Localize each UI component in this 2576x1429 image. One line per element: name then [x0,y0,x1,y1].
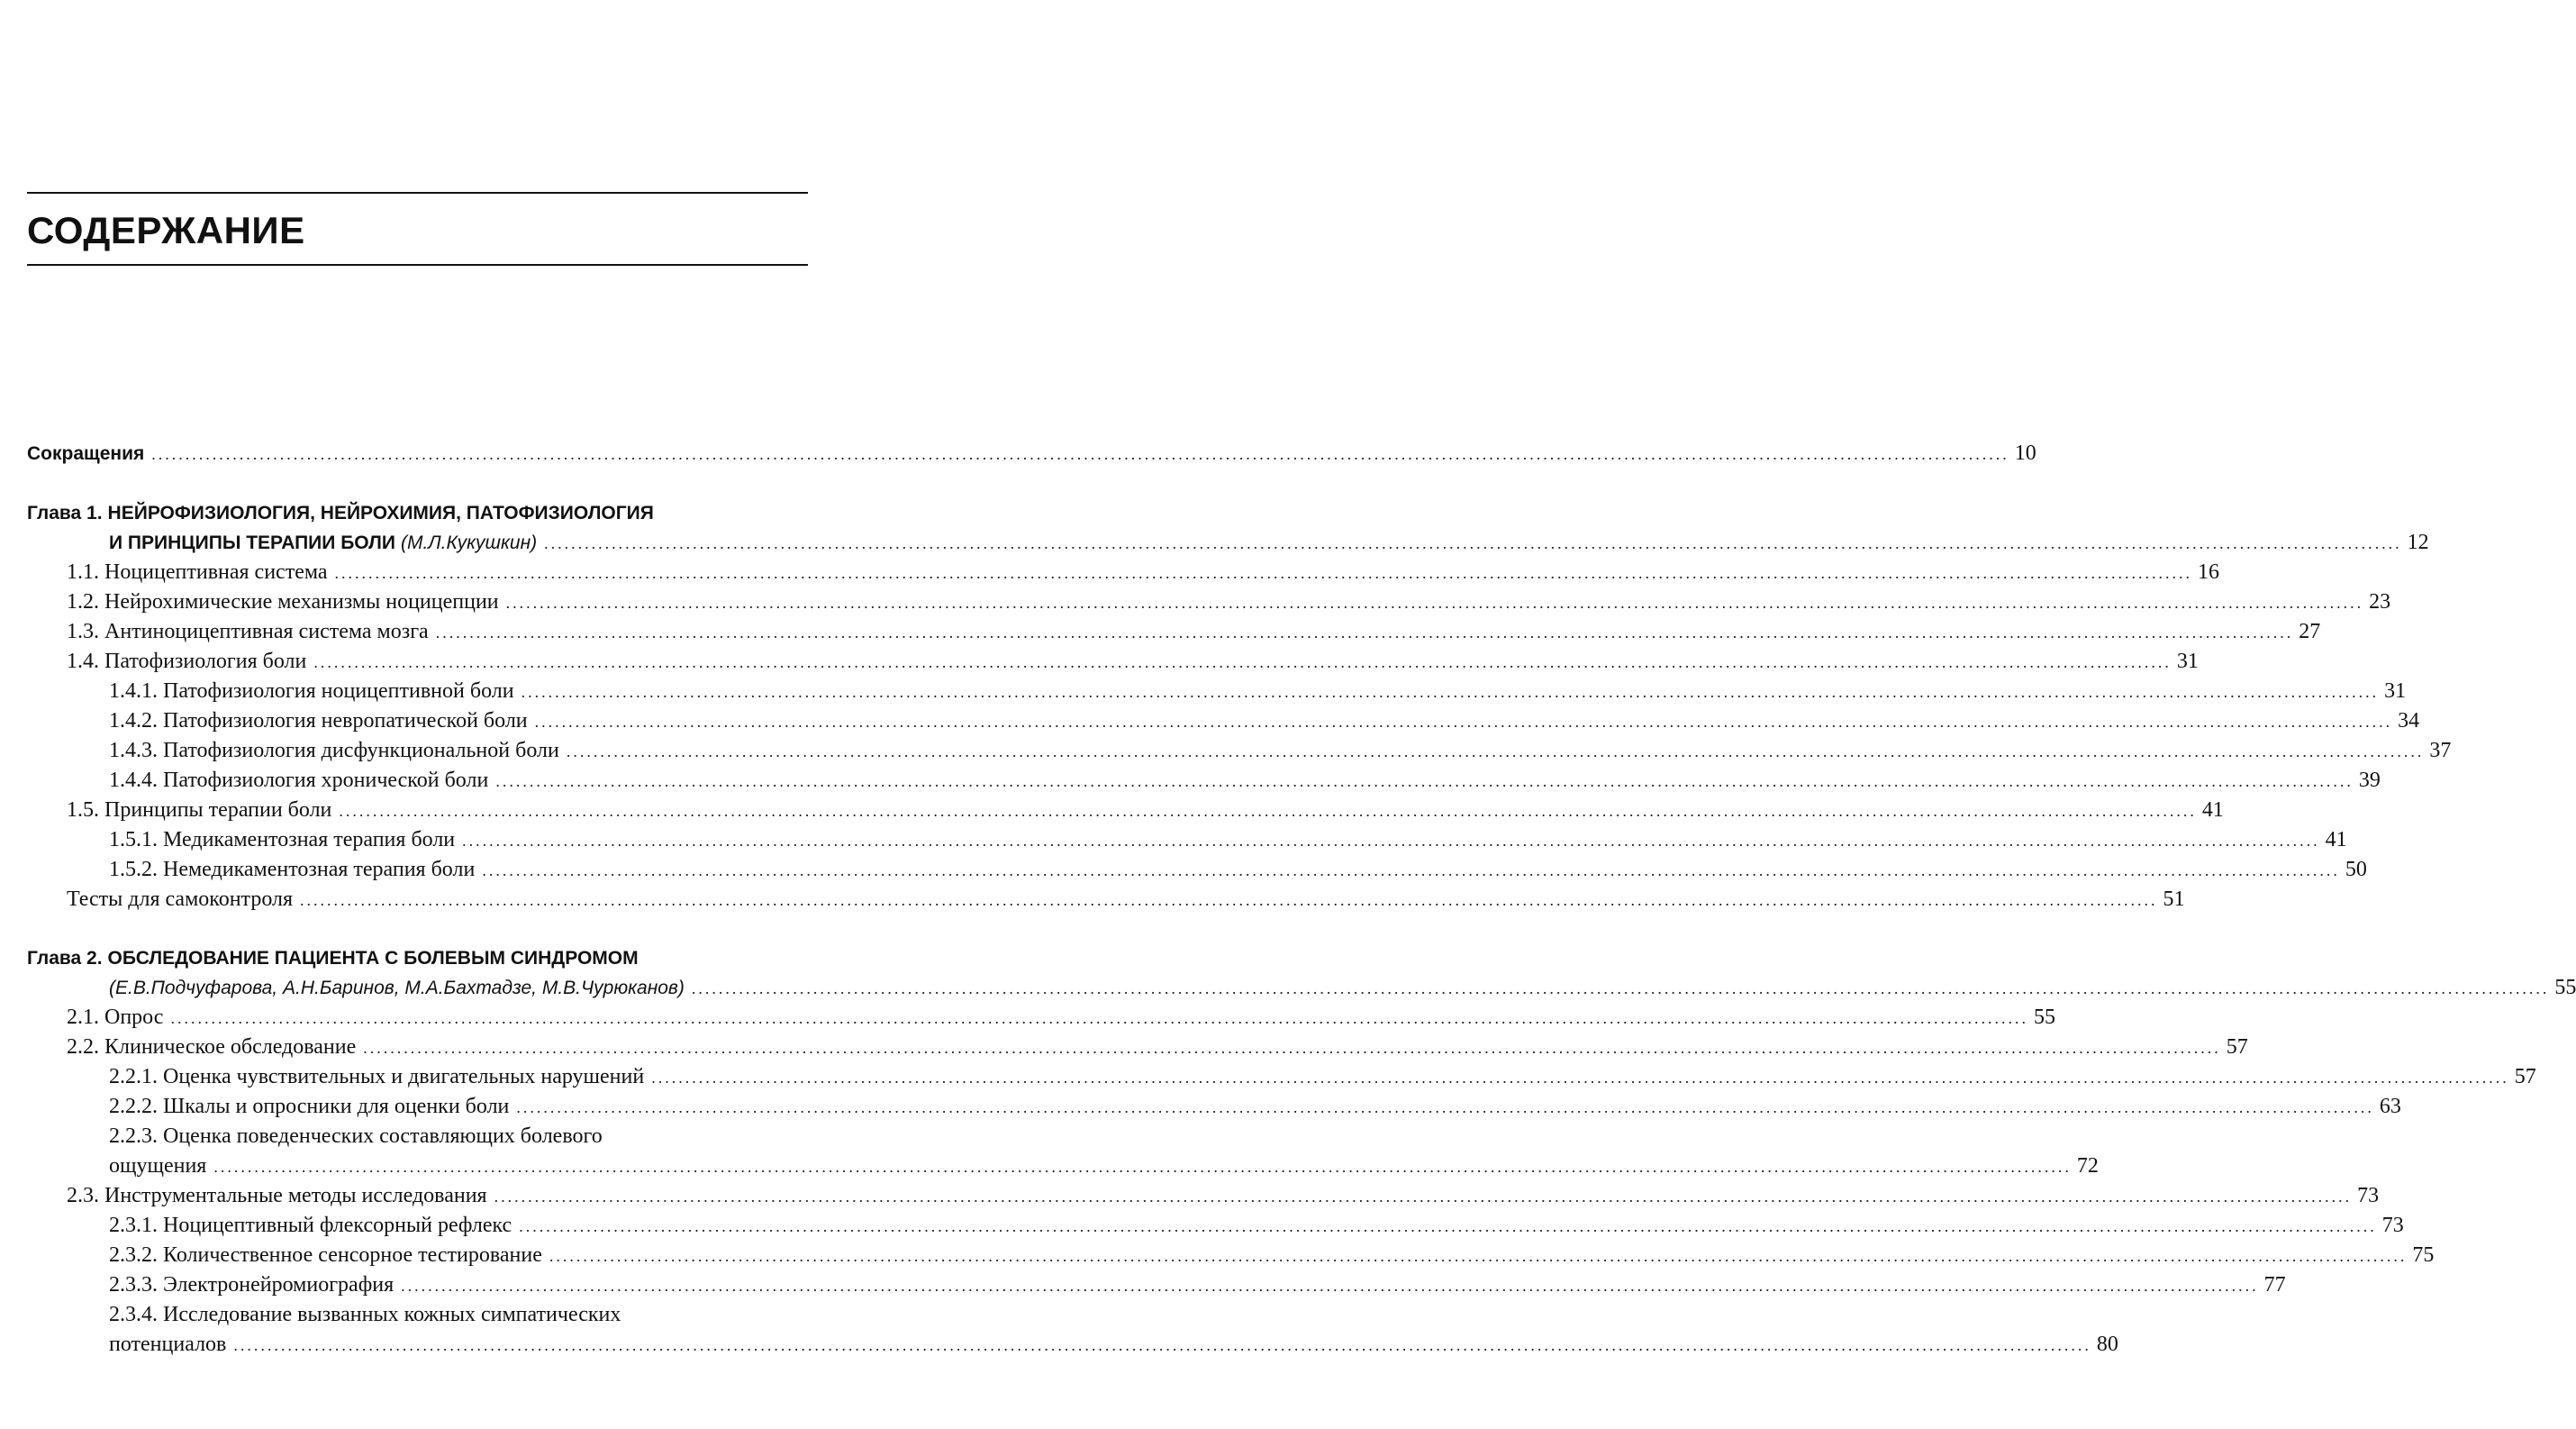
toc-entry-label: 2.2.2. Шкалы и опросники для оценки боли [109,1095,510,1118]
toc-entry-label: 1.3. Антиноцицептивная система мозга [67,620,429,643]
toc-entry-label: 1.4.1. Патофизиология ноцицептивной боли [109,679,514,703]
toc-entry[interactable] [0,1181,2380,1211]
chapter-title-line-1: ОБСЛЕДОВАНИЕ ПАЦИЕНТА С БОЛЕВЫМ СИНДРОМОМ [107,948,639,969]
chapter-author: (Е.В.Подчуфарова, А.Н.Баринов, М.А.Бахтадзе, М.В.Чурюканов) [109,978,685,998]
toc-entry[interactable] [0,1092,2401,1122]
dot-leader [233,1331,2091,1361]
toc-entry-label: 1.4.3. Патофизиология дисфункциональной боли [109,739,559,762]
toc-entry-label: 1.4.4. Патофизиология хронической боли [109,769,489,792]
toc-entry[interactable] [0,617,2321,647]
dot-leader [535,707,2393,737]
dot-leader [401,1271,2259,1301]
toc-entry-label: Сокращения [27,443,145,464]
toc-entry-label: 1.4. Патофизиология боли [67,650,307,673]
toc-entry-label-continuation: ощущения [109,1154,207,1178]
toc-entry-continuation[interactable] [0,1151,2099,1181]
toc-entry[interactable] [0,1003,2055,1033]
toc-entry-label: 2.3.1. Ноцицептивный флексорный рефлекс [109,1214,512,1237]
dot-leader [313,648,2172,678]
toc-entry[interactable] [0,1300,912,1330]
dot-leader [567,737,2425,767]
toc-page-number: 31 [2384,679,2407,703]
toc-page-number: 73 [2381,1214,2404,1237]
toc-page-number: 39 [2358,769,2381,792]
toc-entry[interactable] [0,647,2199,677]
dot-leader [522,678,2380,707]
dot-leader [339,796,2197,826]
toc-page-number: 57 [2226,1035,2248,1059]
toc-entry[interactable] [0,766,2381,796]
dot-leader [151,440,2009,469]
chapter-2-heading-line-2[interactable] [0,973,2576,1003]
toc-entry[interactable] [0,558,2220,587]
chapter-2-heading[interactable] [0,943,830,973]
toc-entry-abbreviations[interactable] [0,439,2036,469]
toc-page-number: 23 [2369,590,2391,614]
toc-entry[interactable] [0,1241,2435,1270]
dot-leader [692,974,2550,1004]
toc-entry-label: 2.2.1. Оценка чувствительных и двигательных нарушений [109,1065,645,1088]
toc-entry-continuation[interactable] [0,1330,2118,1360]
toc-entry-label: 2.3. Инструментальные методы исследования [67,1184,487,1207]
toc-entry-label: 2.3.3. Электронейромиография [109,1273,395,1297]
toc-entry[interactable] [0,796,2224,825]
dot-leader [495,767,2354,796]
toc-page-number: 80 [2096,1333,2118,1356]
toc-page-number: 27 [2299,620,2321,643]
toc-page-number: 41 [2325,828,2347,851]
toc-entry[interactable] [0,587,2391,617]
toc-entry-label: 2.3.4. Исследование вызванных кожных симпатических [109,1303,621,1326]
toc-page-number: 75 [2412,1243,2435,1267]
toc-entry-label: 2.3.2. Количественное сенсорное тестирование [109,1243,542,1267]
toc-entry[interactable] [0,1270,2286,1300]
chapter-prefix: Глава 1. [27,503,103,523]
toc-entry-label-continuation: потенциалов [109,1333,227,1356]
dot-leader [519,1212,2377,1242]
chapter-author: (М.Л.Кукушкин) [400,532,538,553]
dot-leader [213,1152,2072,1182]
toc-entry[interactable] [0,1062,2536,1092]
toc-entry-label: 1.5. Принципы терапии боли [67,798,332,822]
toc-page-number: 34 [2398,709,2420,733]
toc-page-number: 37 [2429,739,2452,762]
toc-entry[interactable] [0,1033,2248,1062]
toc-page-number: 55 [2033,1006,2055,1029]
toc-entry[interactable] [0,1211,2404,1241]
dot-leader [482,856,2340,886]
toc-page-number: 55 [2554,976,2576,999]
dot-leader [516,1093,2374,1123]
chapter-prefix: Глава 2. [27,948,103,969]
toc-page-number: 63 [2379,1095,2401,1118]
dot-leader [436,618,2294,648]
dot-leader [494,1182,2353,1212]
chapter-title-line-2: И ПРИНЦИПЫ ТЕРАПИИ БОЛИ [109,532,395,553]
dot-leader [335,559,2193,588]
toc-page-number: 57 [2514,1065,2536,1088]
toc-page-number: 77 [2263,1273,2286,1297]
toc-entry[interactable] [0,1122,912,1151]
dot-leader [462,826,2320,856]
toc-entry[interactable] [0,736,2452,766]
dot-leader [549,1242,2408,1271]
dot-leader [651,1063,2509,1093]
toc-page-number: 16 [2198,560,2220,584]
toc-entry[interactable] [0,825,2347,855]
toc-entry-label: 2.2. Клиническое обследование [67,1035,357,1059]
toc-entry-label: 2.1. Опрос [67,1006,164,1029]
dot-leader [300,886,2158,915]
toc-entry[interactable] [0,677,2407,706]
toc-page-number: 41 [2201,798,2224,822]
dot-leader [363,1033,2221,1063]
chapter-title-line-1: НЕЙРОФИЗИОЛОГИЯ, НЕЙРОХИМИЯ, ПАТОФИЗИОЛОГИЯ [107,503,654,523]
page-title: СОДЕРЖАНИЕ [27,209,305,251]
dot-leader [170,1004,2028,1033]
toc-page-number: 12 [2407,531,2429,554]
chapter-1-heading-line-2[interactable] [0,528,2429,558]
dot-leader [544,529,2402,559]
toc-entry-label: 1.2. Нейрохимические механизмы ноцицепции [67,590,499,614]
toc-page-number: 50 [2345,858,2367,881]
toc-entry-self-tests[interactable] [0,885,2185,915]
chapter-1-heading[interactable] [0,498,830,528]
toc-entry-label: 1.5.2. Немедикаментозная терапия боли [109,858,476,881]
toc-page-number: 73 [2357,1184,2380,1207]
toc-entry-label: 1.1. Ноцицептивная система [67,560,328,584]
toc-page-number: 31 [2176,650,2199,673]
toc-entry-label: 2.2.3. Оценка поведенческих составляющих болевого [109,1124,603,1148]
toc-page-number: 72 [2076,1154,2099,1178]
toc-entry[interactable] [0,706,2420,736]
dot-leader [506,588,2364,618]
toc-entry-label: Тесты для самоконтроля [67,887,294,911]
toc-page-number: 10 [2014,441,2036,465]
toc-entry-label: 1.5.1. Медикаментозная терапия боли [109,828,456,851]
toc-page-number: 51 [2163,887,2185,911]
toc-entry[interactable] [0,855,2367,885]
toc-entry-label: 1.4.2. Патофизиология невропатической боли [109,709,528,733]
